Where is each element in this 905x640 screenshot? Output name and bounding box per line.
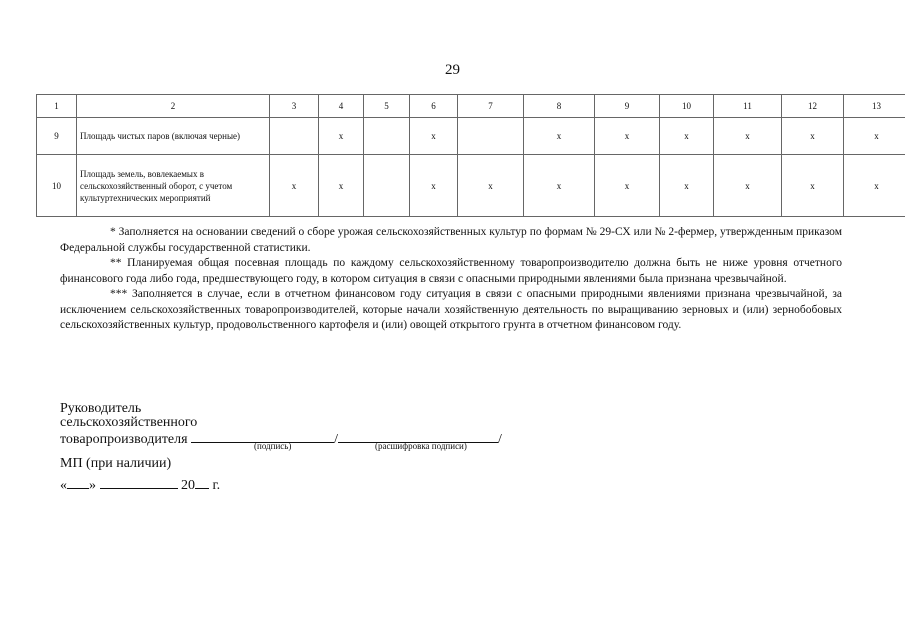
- table-cell: x: [524, 155, 595, 217]
- table-cell: x: [782, 118, 844, 155]
- table-row: [37, 155, 905, 217]
- signature-title-line-1: Руководитель: [60, 401, 142, 416]
- column-number: 3: [270, 95, 319, 118]
- column-number: 8: [524, 95, 595, 118]
- column-number: 6: [410, 95, 458, 118]
- row-label: Площадь чистых паров (включая черные): [77, 118, 270, 155]
- table-cell: [364, 118, 410, 155]
- day-line: [67, 476, 89, 489]
- quote-close: »: [89, 478, 96, 493]
- table-cell: x: [844, 155, 905, 217]
- year-suffix: г.: [212, 478, 221, 493]
- page-number: 29: [445, 62, 460, 78]
- column-number: 2: [77, 95, 270, 118]
- table-cell: x: [524, 118, 595, 155]
- table-cell: x: [595, 155, 660, 217]
- month-line: [100, 476, 178, 489]
- column-number: 5: [364, 95, 410, 118]
- column-number: 13: [844, 95, 905, 118]
- footnote-3: *** Заполняется в случае, если в отчетном финансовом году ситуация в связи с опасными природными явлениями признана чрезвычайной, за исключением сельскохозяйственных товаропроизводителей, которые начали хозяйственную деятельность по выращиванию зерновых и (или) зернобобовых сельскохозяйственных культур, продовольственного картофеля и (или) овощей открытого грунта в отчетном финансовом году.: [60, 288, 842, 331]
- table-cell: x: [270, 155, 319, 217]
- signature-title-line-2: сельскохозяйственного: [60, 415, 198, 430]
- signature-title-line-3: товаропроизводителя: [60, 432, 188, 447]
- column-number: 10: [660, 95, 714, 118]
- column-number: 12: [782, 95, 844, 118]
- column-number: 7: [458, 95, 524, 118]
- table-cell: [458, 118, 524, 155]
- column-number-row: [37, 95, 905, 118]
- column-number: 11: [714, 95, 782, 118]
- table-cell: x: [410, 118, 458, 155]
- table-cell: x: [714, 155, 782, 217]
- quote-open: «: [60, 478, 67, 493]
- table-row: [37, 118, 905, 155]
- table-cell: x: [782, 155, 844, 217]
- form-table: [36, 94, 905, 217]
- table-cell: x: [660, 155, 714, 217]
- caption-signature: (подпись): [254, 441, 292, 451]
- table-cell: x: [319, 155, 364, 217]
- table-cell: x: [410, 155, 458, 217]
- row-number: 10: [37, 155, 77, 217]
- date-row: [60, 476, 220, 493]
- table-cell: [364, 155, 410, 217]
- footnote-1: * Заполняется на основании сведений о сборе урожая сельскохозяйственных культур по формам № 29-СХ или № 2-фермер, утвержденным приказом Федеральной службы государственной статистики.: [60, 226, 842, 254]
- table-cell: x: [458, 155, 524, 217]
- column-number: 9: [595, 95, 660, 118]
- table-cell: [270, 118, 319, 155]
- column-number: 4: [319, 95, 364, 118]
- table-cell: x: [319, 118, 364, 155]
- stamp-label: МП (при наличии): [60, 456, 172, 471]
- row-label: Площадь земель, вовлекаемых в сельскохозяйственный оборот, с учетом культуртехнических мероприятий: [77, 155, 270, 217]
- table-cell: x: [714, 118, 782, 155]
- table-cell: x: [595, 118, 660, 155]
- column-number: 1: [37, 95, 77, 118]
- footnote-2: ** Планируемая общая посевная площадь по каждому сельскохозяйственному товаропроизводителю должна быть не ниже уровня отчетного финансового года либо года, предшествующего году, в котором ситуация в связи с опасными природными явлениями была признана чрезвычайной.: [60, 257, 842, 285]
- slash: /: [334, 432, 338, 447]
- row-number: 9: [37, 118, 77, 155]
- year-line: [195, 476, 209, 489]
- caption-signature-decode: (расшифровка подписи): [375, 441, 467, 451]
- footnotes: [60, 225, 842, 334]
- table-cell: x: [844, 118, 905, 155]
- year-prefix: 20: [181, 478, 195, 493]
- slash: /: [497, 432, 502, 447]
- table-cell: x: [660, 118, 714, 155]
